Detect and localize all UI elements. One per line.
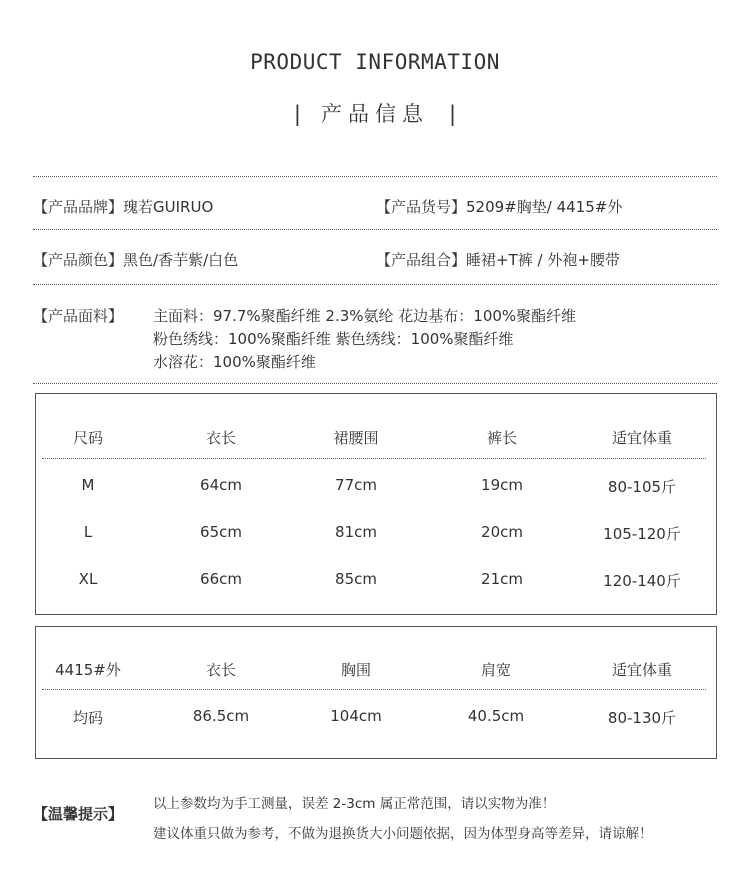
info-brand-value: 瑰若GUIRUO	[123, 198, 214, 216]
table-cell: 104cm	[330, 707, 382, 725]
table-row	[36, 570, 716, 594]
table-header-cell: 胸围	[340, 661, 372, 679]
info-fabric-label: 【产品面料】	[33, 307, 124, 325]
table-cell: 81cm	[335, 523, 377, 541]
table-cell: 86.5cm	[192, 707, 250, 725]
title-bar-right: |	[449, 102, 457, 126]
divider	[33, 383, 717, 384]
info-combo-value: 睡裙+T裤 / 外袍+腰带	[466, 251, 620, 269]
size-table-1	[35, 393, 717, 615]
table-cell: L	[83, 523, 93, 541]
table-row	[36, 707, 716, 731]
info-brand	[33, 196, 213, 217]
table-row	[36, 523, 716, 547]
table-row	[36, 476, 716, 500]
title-bar-left: |	[293, 102, 301, 126]
page-title-cn-wrapper	[0, 98, 750, 128]
table-cell: 20cm	[481, 523, 523, 541]
info-fabric-line-3: 水溶花：100%聚酯纤维	[153, 353, 316, 371]
page-title-en: PRODUCT INFORMATION	[250, 50, 500, 74]
table-header-cell: 适宜体重	[611, 429, 673, 447]
info-fabric-line-1: 主面料：97.7%聚酯纤维 2.3%氨纶 花边基布：100%聚酯纤维	[153, 307, 577, 325]
divider	[33, 229, 717, 230]
info-fabric-line-2: 粉色绣线：100%聚酯纤维 紫色绣线：100%聚酯纤维	[153, 330, 514, 348]
tips-line-1: 以上参数均为手工测量，误差 2-3cm 属正常范围，请以实物为准！	[153, 796, 556, 812]
table-header-cell: 4415#外	[55, 661, 121, 679]
page-title-cn: 产品信息	[321, 102, 429, 126]
table-cell: 105-120斤	[603, 525, 681, 543]
table-cell: 66cm	[200, 570, 242, 588]
table-header-cell: 裤长	[486, 429, 518, 447]
table-header-row	[36, 659, 716, 683]
table-cell: XL	[78, 570, 98, 588]
table-cell: 120-140斤	[603, 572, 681, 590]
table-cell: 21cm	[481, 570, 523, 588]
info-color-value: 黑色/香芋紫/白色	[123, 251, 239, 269]
table-cell: 64cm	[200, 476, 242, 494]
table-cell: 均码	[72, 709, 104, 727]
table-cell: 65cm	[200, 523, 242, 541]
size-table-2	[35, 626, 717, 759]
table-header-cell: 肩宽	[480, 661, 512, 679]
info-color	[33, 249, 238, 270]
info-combo	[376, 249, 620, 270]
table-divider	[42, 689, 706, 690]
info-item-no-value: 5209#胸垫/ 4415#外	[466, 198, 623, 216]
tips-label: 【温馨提示】	[33, 805, 124, 823]
table-header-cell: 适宜体重	[611, 661, 673, 679]
info-item-no-label: 【产品货号】	[376, 198, 467, 216]
table-header-cell: 裙腰围	[333, 429, 379, 447]
table-cell: 40.5cm	[467, 707, 525, 725]
table-header-cell: 尺码	[72, 429, 104, 447]
info-color-label: 【产品颜色】	[33, 251, 124, 269]
table-cell: 80-130斤	[607, 709, 677, 727]
table-header-cell: 衣长	[205, 429, 237, 447]
table-cell: 19cm	[481, 476, 523, 494]
table-divider	[42, 458, 706, 459]
table-cell: 85cm	[335, 570, 377, 588]
divider	[33, 284, 717, 285]
table-cell: 77cm	[335, 476, 377, 494]
info-combo-label: 【产品组合】	[376, 251, 467, 269]
info-brand-label: 【产品品牌】	[33, 198, 124, 216]
table-cell: 80-105斤	[607, 478, 677, 496]
tips-line-2: 建议体重只做为参考，不做为退换货大小问题依据，因为体型身高等差异，请谅解！	[153, 826, 653, 842]
table-header-row	[36, 427, 716, 451]
divider	[33, 176, 717, 177]
table-cell: M	[81, 476, 95, 494]
table-header-cell: 衣长	[205, 661, 237, 679]
info-item-no	[376, 196, 622, 217]
